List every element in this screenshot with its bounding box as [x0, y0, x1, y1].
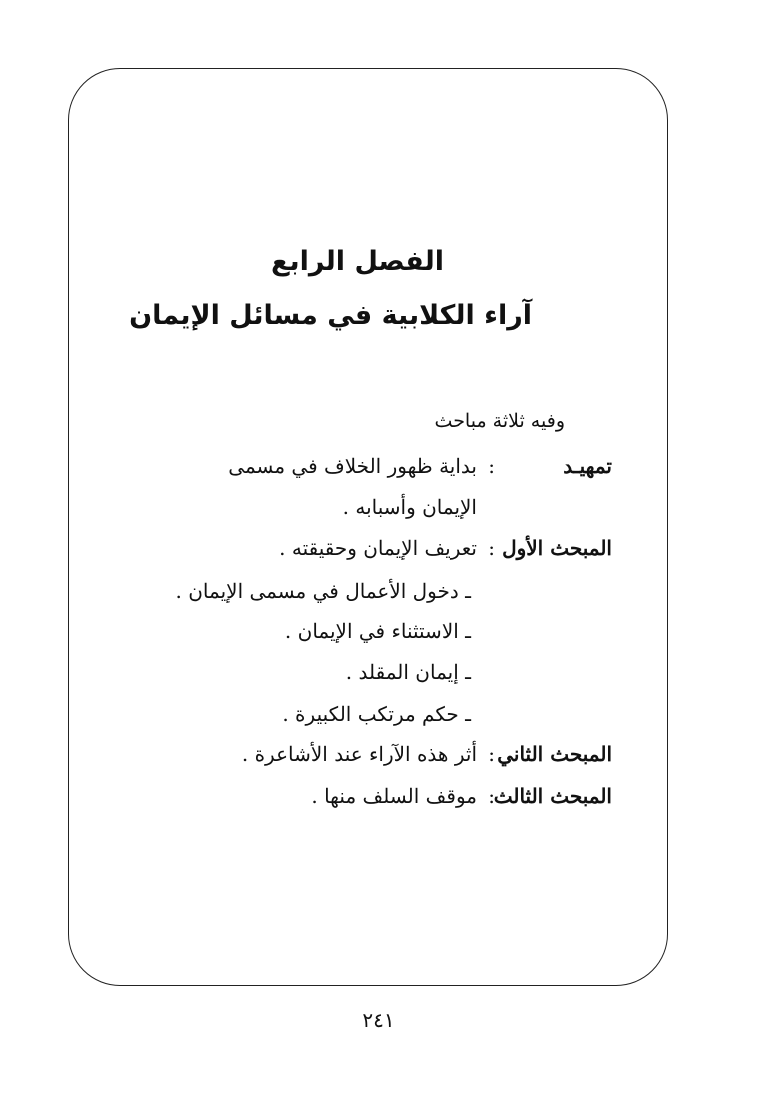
page-border-frame — [68, 68, 668, 986]
intro-text: وفيه ثلاثة مباحث — [434, 410, 565, 432]
section-text-line: الإيمان وأسبابه . — [342, 495, 477, 519]
page-number: ٢٤١ — [362, 1008, 395, 1032]
chapter-title: الفصل الرابع — [271, 246, 444, 277]
section-label-second: المبحث الثاني — [497, 742, 612, 766]
sub-item: ـ إيمان المقلد . — [345, 660, 471, 684]
sub-item: ـ دخول الأعمال في مسمى الإيمان . — [175, 579, 471, 603]
section-label-third: المبحث الثالث — [493, 784, 612, 808]
section-separator: : — [488, 536, 495, 560]
section-label-intro: تمهيـد — [563, 454, 612, 478]
section-text-line: موقف السلف منها . — [311, 784, 477, 808]
sub-item: ـ حكم مرتكب الكبيرة . — [282, 702, 471, 726]
sub-item: ـ الاستثناء في الإيمان . — [284, 619, 471, 643]
section-text-line: تعريف الإيمان وحقيقته . — [279, 536, 477, 560]
section-label-first: المبحث الأول — [502, 536, 612, 560]
chapter-subtitle: آراء الكلابية في مسائل الإيمان — [129, 300, 532, 331]
section-text-line: أثر هذه الآراء عند الأشاعرة . — [241, 742, 477, 766]
section-separator: : — [488, 742, 495, 766]
section-separator: : — [488, 784, 495, 808]
section-text-line: بداية ظهور الخلاف في مسمى — [228, 454, 477, 478]
section-separator: : — [488, 454, 495, 478]
